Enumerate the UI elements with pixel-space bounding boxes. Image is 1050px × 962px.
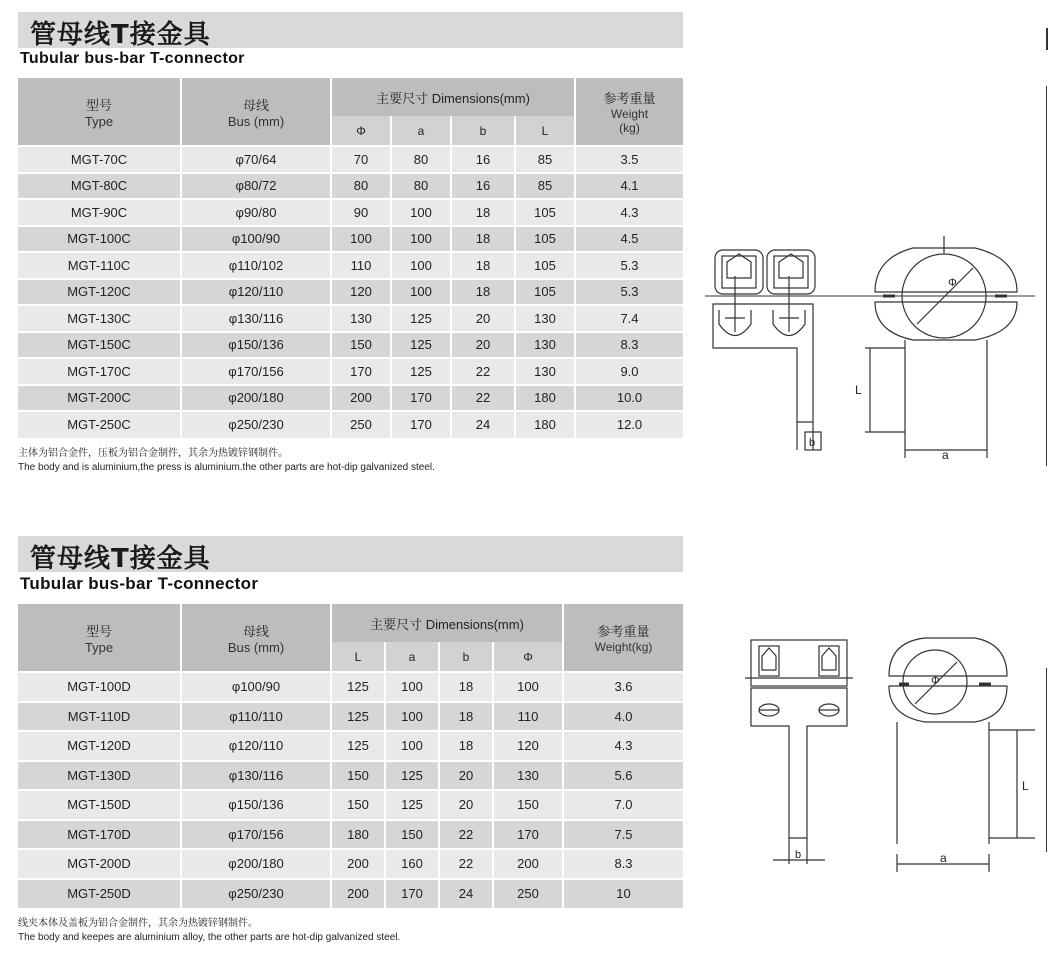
table-cell: 85	[515, 146, 575, 173]
table-cell: 16	[451, 146, 515, 173]
section-c	[18, 12, 683, 473]
table-cell: φ100/90	[181, 672, 331, 702]
table-cell: 105	[515, 199, 575, 226]
table-cell: 200	[331, 385, 391, 412]
edge-mark	[1046, 86, 1047, 466]
table-cell: 130	[515, 305, 575, 332]
table-cell: 80	[391, 146, 451, 173]
table-cell: 200	[331, 849, 385, 879]
table-cell: MGT-130C	[18, 305, 181, 332]
edge-mark	[1046, 28, 1048, 50]
table-cell: 20	[439, 761, 493, 791]
table-row	[18, 173, 683, 200]
header-weight: 参考重量 Weight (kg)	[575, 78, 683, 146]
table-row	[18, 358, 683, 385]
table-cell: 18	[439, 672, 493, 702]
dim-label-a: a	[942, 448, 949, 462]
table-row	[18, 731, 683, 761]
table-cell: 100	[385, 672, 439, 702]
material-note-en: The body and keepes are aluminium alloy, the other parts are hot-dip galvanized steel.	[18, 932, 401, 943]
table-cell: 130	[493, 761, 563, 791]
table-cell: 130	[515, 358, 575, 385]
spec-table-c	[18, 78, 683, 438]
table-cell: 22	[439, 849, 493, 879]
section-title-en: Tubular bus-bar T-connector	[20, 50, 245, 67]
table-cell: MGT-120D	[18, 731, 181, 761]
table-cell: 130	[331, 305, 391, 332]
table-cell: 18	[451, 199, 515, 226]
table-cell: MGT-200C	[18, 385, 181, 412]
table-cell: 180	[515, 411, 575, 438]
table-cell: MGT-80C	[18, 173, 181, 200]
table-cell: 4.3	[563, 731, 683, 761]
table-cell: φ80/72	[181, 173, 331, 200]
table-cell: 9.0	[575, 358, 683, 385]
header-bus: 母线 Bus (mm)	[181, 78, 331, 146]
table-row	[18, 279, 683, 306]
table-cell: φ110/110	[181, 702, 331, 732]
table-cell: MGT-70C	[18, 146, 181, 173]
table-cell: 170	[391, 385, 451, 412]
table-cell: 100	[385, 702, 439, 732]
table-row	[18, 702, 683, 732]
table-cell: 10	[563, 879, 683, 909]
table-cell: 100	[331, 226, 391, 253]
header-weight: 参考重量 Weight(kg)	[563, 604, 683, 672]
table-cell: 150	[493, 790, 563, 820]
table-row	[18, 849, 683, 879]
table-cell: 100	[391, 279, 451, 306]
dim-label-phi: Φ	[948, 277, 957, 289]
table-cell: MGT-250C	[18, 411, 181, 438]
table-cell: MGT-110C	[18, 252, 181, 279]
table-row	[18, 305, 683, 332]
table-cell: 3.6	[563, 672, 683, 702]
edge-mark	[1046, 668, 1047, 852]
table-cell: 150	[331, 790, 385, 820]
table-cell: 18	[439, 731, 493, 761]
table-cell: 18	[451, 252, 515, 279]
table-cell: MGT-170D	[18, 820, 181, 850]
header-dimensions: 主要尺寸 Dimensions(mm)	[331, 78, 575, 116]
table-cell: 125	[331, 731, 385, 761]
table-row	[18, 879, 683, 909]
table-row	[18, 252, 683, 279]
table-cell: 160	[385, 849, 439, 879]
table-cell: φ200/180	[181, 849, 331, 879]
table-cell: 200	[493, 849, 563, 879]
table-cell: MGT-100C	[18, 226, 181, 253]
table-cell: φ130/116	[181, 761, 331, 791]
table-row	[18, 332, 683, 359]
table-cell: 170	[331, 358, 391, 385]
table-cell: 125	[391, 305, 451, 332]
table-cell: 125	[385, 790, 439, 820]
table-cell: MGT-250D	[18, 879, 181, 909]
subheader-a: a	[391, 116, 451, 146]
table-row	[18, 385, 683, 412]
table-cell: φ130/116	[181, 305, 331, 332]
table-cell: 130	[515, 332, 575, 359]
table-cell: φ150/136	[181, 332, 331, 359]
subheader-phi: Φ	[493, 642, 563, 672]
table-cell: 7.4	[575, 305, 683, 332]
table-cell: φ120/110	[181, 279, 331, 306]
table-cell: 150	[331, 332, 391, 359]
table-cell: 250	[331, 411, 391, 438]
section-title-en: Tubular bus-bar T-connector	[20, 574, 259, 593]
table-cell: 180	[515, 385, 575, 412]
table-cell: MGT-120C	[18, 279, 181, 306]
table-cell: 18	[451, 279, 515, 306]
material-note-en: The body and is aluminium,the press is aluminium.the other parts are hot-dip galvanized steel.	[18, 461, 435, 473]
dim-label-b: b	[809, 437, 816, 449]
table-row	[18, 199, 683, 226]
section-title-zh: 管母线T接金具	[30, 20, 211, 50]
table-cell: 12.0	[575, 411, 683, 438]
table-cell: 4.5	[575, 226, 683, 253]
subheader-L: L	[515, 116, 575, 146]
table-cell: 105	[515, 226, 575, 253]
spec-table-d	[18, 604, 683, 908]
table-cell: 125	[331, 702, 385, 732]
table-cell: 80	[391, 173, 451, 200]
table-cell: 100	[493, 672, 563, 702]
table-cell: φ250/230	[181, 879, 331, 909]
dim-label-phi: Φ	[931, 675, 940, 687]
table-row	[18, 226, 683, 253]
table-cell: 10.0	[575, 385, 683, 412]
table-cell: 105	[515, 252, 575, 279]
table-cell: 20	[451, 305, 515, 332]
table-cell: 4.3	[575, 199, 683, 226]
table-cell: 180	[331, 820, 385, 850]
subheader-a: a	[385, 642, 439, 672]
table-cell: MGT-200D	[18, 849, 181, 879]
subheader-b: b	[439, 642, 493, 672]
section-title-zh: 管母线T接金具	[30, 544, 211, 574]
table-cell: 100	[385, 731, 439, 761]
table-cell: 22	[451, 385, 515, 412]
table-cell: 5.3	[575, 279, 683, 306]
header-type: 型号 Type	[18, 78, 181, 146]
table-cell: 170	[385, 879, 439, 909]
table-cell: φ170/156	[181, 820, 331, 850]
table-cell: 100	[391, 252, 451, 279]
table-cell: φ70/64	[181, 146, 331, 173]
table-cell: 4.1	[575, 173, 683, 200]
table-cell: 5.3	[575, 252, 683, 279]
table-cell: 24	[439, 879, 493, 909]
diagram-d	[745, 632, 1045, 872]
table-cell: φ90/80	[181, 199, 331, 226]
table-cell: φ100/90	[181, 226, 331, 253]
table-cell: 22	[439, 820, 493, 850]
table-cell: 105	[515, 279, 575, 306]
table-cell: MGT-150C	[18, 332, 181, 359]
header-bus: 母线 Bus (mm)	[181, 604, 331, 672]
table-cell: 150	[385, 820, 439, 850]
table-cell: 4.0	[563, 702, 683, 732]
table-cell: 90	[331, 199, 391, 226]
table-cell: 18	[451, 226, 515, 253]
table-cell: 170	[391, 411, 451, 438]
diagram-c	[705, 232, 1045, 462]
table-row	[18, 411, 683, 438]
table-cell: MGT-170C	[18, 358, 181, 385]
table-cell: 200	[331, 879, 385, 909]
table-cell: 8.3	[563, 849, 683, 879]
dim-label-b: b	[795, 849, 802, 861]
table-cell: φ200/180	[181, 385, 331, 412]
table-cell: φ110/102	[181, 252, 331, 279]
table-cell: 125	[391, 332, 451, 359]
table-cell: 7.0	[563, 790, 683, 820]
table-cell: MGT-150D	[18, 790, 181, 820]
dim-label-L: L	[855, 383, 862, 397]
subheader-b: b	[451, 116, 515, 146]
title-bar	[18, 12, 683, 48]
table-cell: 24	[451, 411, 515, 438]
subheader-phi: Φ	[331, 116, 391, 146]
table-cell: 100	[391, 226, 451, 253]
dim-label-a: a	[940, 851, 947, 865]
dim-label-L: L	[1022, 779, 1029, 793]
table-cell: φ120/110	[181, 731, 331, 761]
table-cell: 85	[515, 173, 575, 200]
table-cell: 250	[493, 879, 563, 909]
section-d	[18, 536, 683, 943]
table-cell: 7.5	[563, 820, 683, 850]
table-cell: 80	[331, 173, 391, 200]
title-bar	[18, 536, 683, 572]
table-row	[18, 146, 683, 173]
table-cell: 120	[493, 731, 563, 761]
table-cell: 3.5	[575, 146, 683, 173]
subheader-L: L	[331, 642, 385, 672]
table-cell: φ170/156	[181, 358, 331, 385]
table-cell: 70	[331, 146, 391, 173]
table-cell: 16	[451, 173, 515, 200]
table-row	[18, 672, 683, 702]
table-cell: 125	[331, 672, 385, 702]
table-cell: 125	[391, 358, 451, 385]
header-dimensions: 主要尺寸 Dimensions(mm)	[331, 604, 563, 642]
table-cell: 125	[385, 761, 439, 791]
table-row	[18, 761, 683, 791]
table-cell: MGT-130D	[18, 761, 181, 791]
table-cell: 120	[331, 279, 391, 306]
table-cell: 22	[451, 358, 515, 385]
material-note-zh: 线夹本体及盖板为铝合金制件，其余为热镀锌钢制件。	[18, 918, 258, 929]
table-cell: 100	[391, 199, 451, 226]
table-cell: φ150/136	[181, 790, 331, 820]
table-cell: 110	[493, 702, 563, 732]
table-row	[18, 820, 683, 850]
table-cell: φ250/230	[181, 411, 331, 438]
table-cell: 150	[331, 761, 385, 791]
table-cell: MGT-110D	[18, 702, 181, 732]
table-cell: 5.6	[563, 761, 683, 791]
table-cell: MGT-90C	[18, 199, 181, 226]
table-cell: 170	[493, 820, 563, 850]
table-row	[18, 790, 683, 820]
table-cell: 110	[331, 252, 391, 279]
header-type: 型号 Type	[18, 604, 181, 672]
table-cell: 8.3	[575, 332, 683, 359]
table-cell: 20	[439, 790, 493, 820]
table-cell: 20	[451, 332, 515, 359]
table-cell: 18	[439, 702, 493, 732]
material-note-zh: 主体为铝合金件，压板为铝合金制件，其余为热镀锌钢制件。	[18, 447, 288, 459]
table-cell: MGT-100D	[18, 672, 181, 702]
